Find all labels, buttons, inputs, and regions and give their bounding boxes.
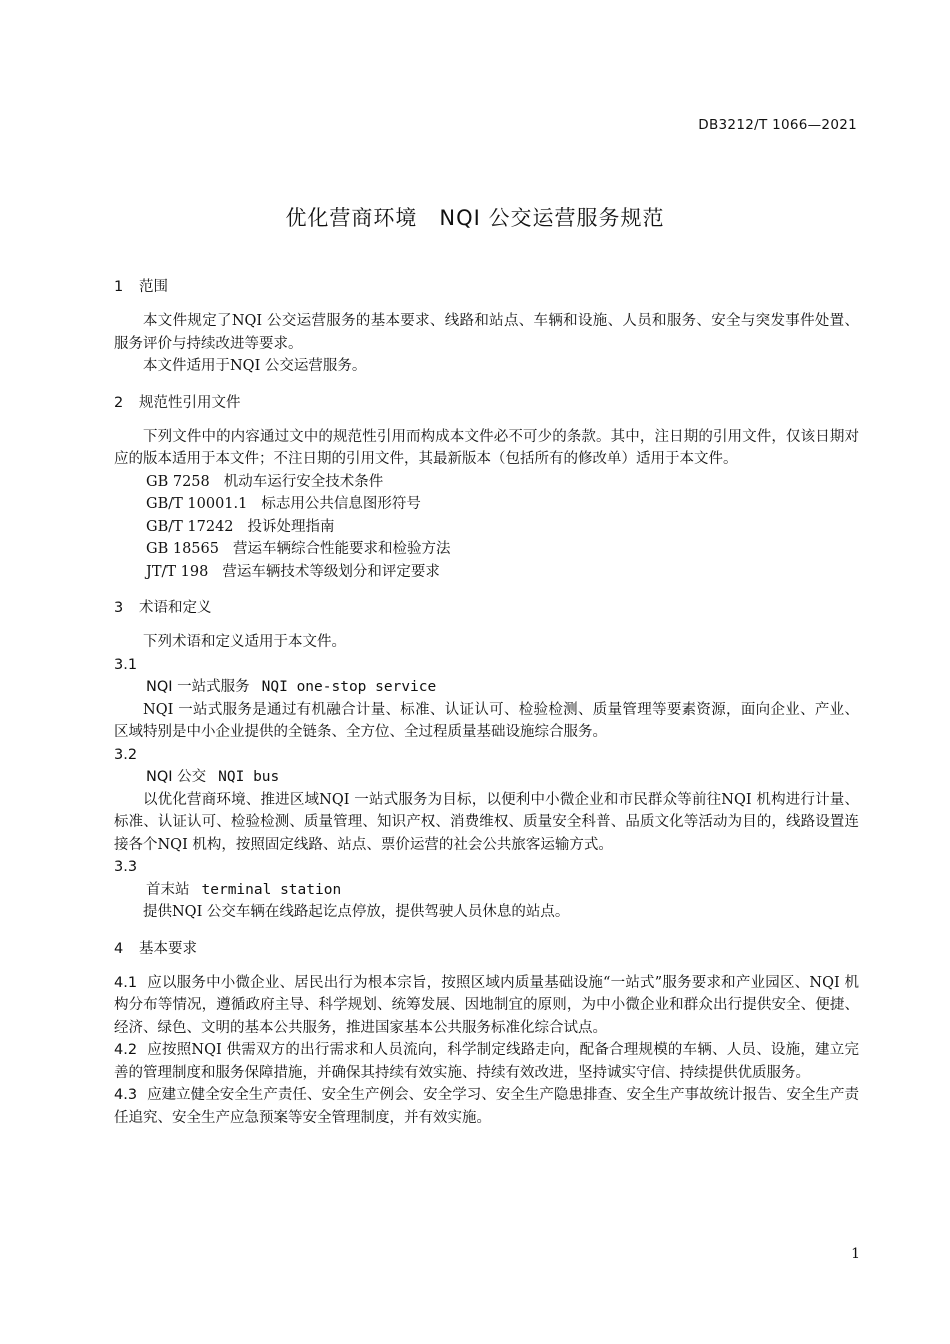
reference-item bbox=[146, 493, 859, 516]
clause-number: 4.1 bbox=[114, 974, 138, 991]
section-heading-basic-requirements bbox=[114, 938, 859, 960]
section-title: 术语和定义 bbox=[139, 600, 212, 616]
term-name bbox=[146, 766, 859, 789]
reference-name: 标志用公共信息图形符号 bbox=[261, 496, 421, 512]
term-name-cn: 首末站 bbox=[146, 881, 190, 898]
term-name-en: terminal station bbox=[201, 881, 342, 898]
clause-text: 应以服务中小微企业、居民出行为根本宗旨，按照区域内质量基础设施“一站式”服务要求和产业园区、NQI 机构分布等情况，遵循政府主导、科学规划、统筹发展、因地制宜的原则，为中小微企业和群众出行提供安全、便捷、经济、绿色、文明的基本公共服务，推进国家基本公共服务标准化综合试点。 bbox=[114, 974, 859, 1036]
term-name-en: NQI one-stop service bbox=[261, 679, 437, 695]
reference-code: GB/T 17242 bbox=[146, 518, 234, 535]
clause-text: 应建立健全安全生产责任、安全生产例会、安全学习、安全生产隐患排查、安全生产事故统计报告、安全生产责任追究、安全生产应急预案等安全管理制度，并有效实施。 bbox=[114, 1087, 859, 1126]
term-definition: 提供NQI 公交车辆在线路起讫点停放，提供驾驶人员休息的站点。 bbox=[143, 904, 570, 920]
paragraph: 本文件适用于NQI 公交运营服务。 bbox=[143, 358, 367, 374]
clause bbox=[114, 1039, 859, 1084]
section-heading-references bbox=[114, 392, 859, 414]
section-heading-scope bbox=[114, 276, 859, 298]
reference-code: GB 18565 bbox=[146, 541, 219, 557]
reference-item bbox=[146, 516, 859, 539]
page-number: 1 bbox=[851, 1246, 860, 1262]
section-title: 范围 bbox=[139, 279, 168, 295]
paragraph: 下列文件中的内容通过文中的规范性引用而构成本文件必不可少的条款。其中，注日期的引用文件，仅该日期对应的版本适用于本文件；不注日期的引用文件，其最新版本（包括所有的修改单）适用于本文件。 bbox=[114, 428, 859, 467]
term-number: 3.3 bbox=[114, 859, 138, 875]
reference-code: JT/T 198 bbox=[146, 563, 209, 580]
reference-name: 营运车辆技术等级划分和评定要求 bbox=[222, 563, 440, 580]
term-name-en: NQI bus bbox=[218, 769, 280, 785]
document-title: 优化营商环境 NQI 公交运营服务规范 bbox=[285, 206, 665, 230]
clause-number: 4.2 bbox=[114, 1042, 138, 1058]
term-number: 3.2 bbox=[114, 746, 138, 763]
clause bbox=[114, 972, 859, 1040]
term-name-cn: NQI 一站式服务 bbox=[146, 679, 250, 695]
paragraph: 本文件规定了NQI 公交运营服务的基本要求、线路和站点、车辆和设施、人员和服务、安全与突发事件处置、服务评价与持续改进等要求。 bbox=[114, 313, 859, 352]
section-number: 3 bbox=[114, 600, 124, 616]
section-heading-terms bbox=[114, 597, 859, 619]
term-definition: NQI 一站式服务是通过有机融合计量、标准、认证认可、检验检测、质量管理等要素资源，面向企业、产业、区域特别是中小企业提供的全链条、全方位、全过程质量基础设施综合服务。 bbox=[114, 701, 859, 740]
section-number: 2 bbox=[114, 394, 124, 411]
section-number: 4 bbox=[114, 940, 124, 957]
reference-name: 机动车运行安全技术条件 bbox=[223, 473, 384, 490]
reference-code: GB 7258 bbox=[146, 473, 210, 490]
reference-name: 营运车辆综合性能要求和检验方法 bbox=[232, 541, 451, 557]
section-title: 基本要求 bbox=[139, 940, 197, 957]
term-definition: 以优化营商环境、推进区域NQI 一站式服务为目标，以便利中小微企业和市民群众等前往NQI 机构进行计量、标准、认证认可、检验检测、质量管理、知识产权、消费维权、质量安全科普、品质文化等活动为目的，线路设置连接各个NQI 机构，按照固定线路、站点、票价运营的社会公共旅客运输方式。 bbox=[114, 791, 859, 853]
term-name bbox=[146, 879, 859, 902]
reference-code: GB/T 10001.1 bbox=[146, 496, 248, 512]
paragraph: 下列术语和定义适用于本文件。 bbox=[143, 634, 346, 650]
section-title: 规范性引用文件 bbox=[139, 394, 241, 411]
clause-text: 应按照NQI 供需双方的出行需求和人员流向，科学制定线路走向，配备合理规模的车辆、人员、设施，建立完善的管理制度和服务保障措施，并确保其持续有效实施、持续有效改进，坚持诚实守信、持续提供优质服务。 bbox=[114, 1042, 859, 1081]
term-name bbox=[146, 676, 859, 699]
clause bbox=[114, 1084, 859, 1129]
document-code: DB3212/T 1066—2021 bbox=[698, 117, 857, 133]
reference-item bbox=[146, 538, 859, 561]
term-name-cn: NQI 公交 bbox=[146, 769, 207, 785]
reference-name: 投诉处理指南 bbox=[247, 518, 335, 535]
document-body bbox=[114, 276, 859, 1129]
section-number: 1 bbox=[114, 279, 124, 295]
term-number: 3.1 bbox=[114, 656, 138, 673]
clause-number: 4.3 bbox=[114, 1087, 138, 1103]
reference-item bbox=[146, 561, 859, 584]
reference-item bbox=[146, 471, 859, 494]
